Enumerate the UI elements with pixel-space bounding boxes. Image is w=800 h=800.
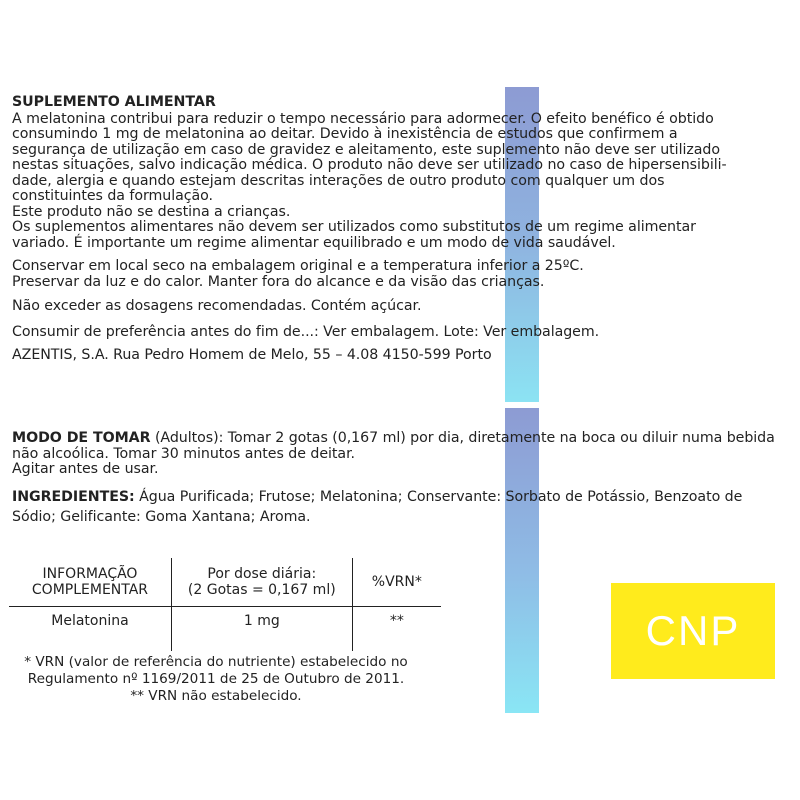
warning-line: A melatonina contribui para reduzir o tempo necessário para adormecer. O efeito benéfico é obtido: [12, 110, 714, 127]
usage-section: [12, 431, 792, 528]
warning-line: nestas situações, salvo indicação médica. O produto não deve ser utilizado no caso de hipersensibili-: [12, 157, 727, 173]
header-info-line1: INFORMAÇÃO: [42, 566, 138, 582]
ingredients-line-2: Sódio; Gelificante: Goma Xantana; Aroma.: [12, 508, 311, 525]
header-dose: [171, 558, 352, 607]
table-row: [9, 607, 441, 652]
table-header-row: [9, 558, 441, 607]
row-name: Melatonina: [9, 607, 171, 652]
footnote-vrn: * VRN (valor de referência do nutriente) estabelecido no: [24, 654, 408, 670]
storage-line: Preservar da luz e do calor. Manter fora do alcance e da visão das crianças.: [12, 273, 545, 290]
header-info-line2: COMPLEMENTAR: [31, 582, 149, 598]
warning-line: variado. É importante um regime alimentar equilibrado e um modo de vida saudável.: [12, 234, 616, 251]
footnote-not-established: ** VRN não estabelecido.: [130, 688, 302, 704]
header-dose-line2: (2 Gotas = 0,167 ml): [187, 582, 336, 598]
dosage-warning: Não exceder as dosagens recomendadas. Contém açúcar.: [12, 298, 422, 314]
usage-line: Agitar antes de usar.: [12, 461, 159, 477]
warning-line: Este produto não se destina a crianças.: [12, 203, 291, 220]
header-info: [9, 558, 171, 607]
usage-line-1: [12, 431, 792, 447]
supplement-info-table: [9, 558, 441, 651]
section-title: SUPLEMENTO ALIMENTAR: [12, 94, 216, 110]
usage-text: (Adultos): Tomar 2 gotas (0,167 ml) por dia, diretamente na boca ou diluir numa bebida: [150, 430, 775, 446]
ingredients-heading: INGREDIENTES:: [12, 488, 135, 505]
warning-line: Os suplementos alimentares não devem ser utilizados como substitutos de um regime alimentar: [12, 219, 696, 235]
ingredients-text: Água Purificada; Frutose; Melatonina; Conservante: Sorbato de Potássio, Benzoato de: [134, 488, 743, 505]
warning-line: consumindo 1 mg de melatonina ao deitar. Devido à inexistência de estudos que confirmem a: [12, 126, 678, 142]
ingredients-line-1: [12, 488, 792, 507]
label-warnings-section: [12, 95, 792, 364]
warning-line: segurança de utilização em caso de gravidez e aleitamento, este suplemento não deve ser utilizado: [12, 141, 720, 158]
warning-line: constituintes da formulação.: [12, 188, 214, 204]
header-dose-line1: Por dose diária:: [207, 566, 317, 582]
warning-line: dade, alergia e quando estejam descritas interações de outro produto com qualquer um dos: [12, 172, 665, 189]
header-vrn: %VRN*: [352, 558, 441, 607]
usage-heading: MODO DE TOMAR: [12, 430, 151, 446]
usage-line: não alcoólica. Tomar 30 minutos antes de deitar.: [12, 445, 356, 462]
best-before: Consumir de preferência antes do fim de...: Ver embalagem. Lote: Ver embalagem.: [12, 323, 600, 340]
row-dose: 1 mg: [171, 607, 352, 652]
company-address: AZENTIS, S.A. Rua Pedro Homem de Melo, 55 – 4.08 4150-599 Porto: [12, 347, 492, 363]
row-vrn: **: [389, 613, 404, 629]
cnp-badge: CNP: [611, 583, 775, 679]
footnote-regulation: Regulamento nº 1169/2011 de 25 de Outubro de 2011.: [27, 671, 405, 687]
storage-line: Conservar em local seco na embalagem original e a temperatura inferior a 25ºC.: [12, 258, 584, 274]
